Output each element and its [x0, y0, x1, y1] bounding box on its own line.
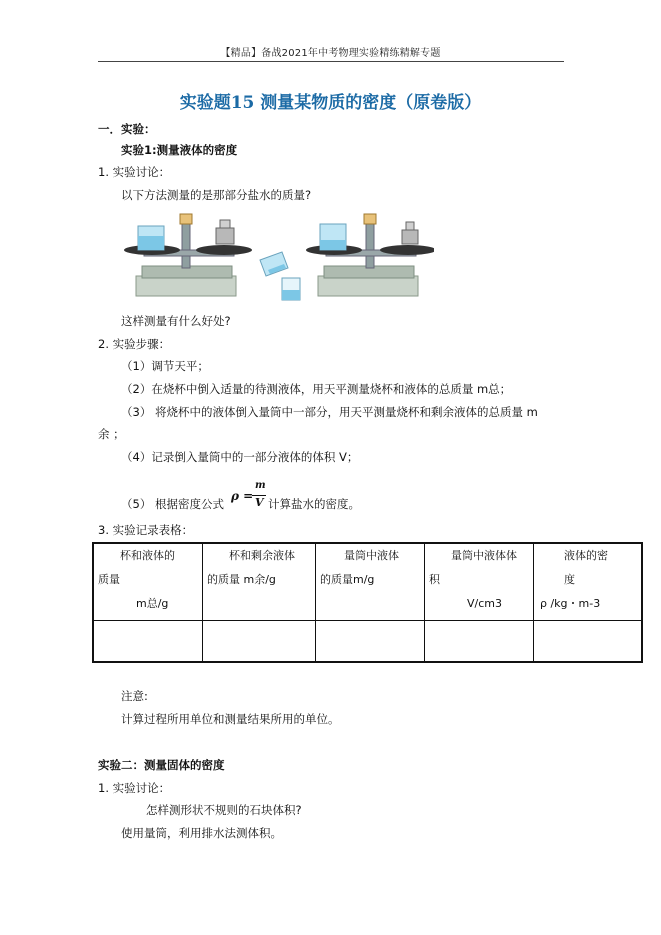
step-3-continued: 余 ； [98, 427, 125, 441]
table-cell [534, 621, 643, 663]
section2-question: 怎样测形状不规则的石块体积? [146, 803, 302, 817]
table-cell [425, 621, 534, 663]
header-cell: 杯和液体的 质量 m总/g [93, 543, 203, 621]
section-heading: 一．实验： [98, 122, 156, 136]
page-header: 【精品】备战2021年中考物理实验精练精解专题 [220, 48, 441, 59]
header-cell: 量筒中液体 的质量m/g [316, 543, 425, 621]
density-formula [231, 480, 271, 514]
item1-label: 1. 实验讨论： [98, 165, 171, 179]
step-5-prefix: （5） 根据密度公式 [121, 497, 224, 511]
header-rule [98, 61, 564, 62]
document-title: 实验题15 测量某物质的密度（原卷版） [179, 93, 482, 113]
table-cell [93, 621, 203, 663]
beaker-pour-icon [260, 252, 300, 300]
formula-rho: ρ = [231, 489, 254, 503]
sub-heading: 实验1:测量液体的密度 [121, 143, 238, 157]
balance-right-icon [306, 214, 434, 296]
note-label: 注意: [121, 689, 148, 703]
step-1: （1）调节天平； [121, 359, 209, 373]
header-cell: 杯和剩余液体 的质量 m余/g [203, 543, 316, 621]
table-cell [316, 621, 425, 663]
item1-followup: 这样测量有什么好处? [121, 314, 231, 328]
header-cell: 液体的密 度 ρ /kg・m-3 [534, 543, 643, 621]
item3-label: 3. 实验记录表格： [98, 523, 194, 537]
table-header-row [93, 543, 642, 621]
balance-left-icon [124, 214, 252, 296]
note-text: 计算过程所用单位和测量结果所用的单位。 [121, 712, 340, 726]
header-cell: 量筒中液体体 积 V/cm3 [425, 543, 534, 621]
balance-illustration [122, 210, 434, 302]
step-4: （4）记录倒入量筒中的一部分液体的体积 V； [121, 450, 359, 464]
formula-numerator: m [255, 480, 266, 491]
record-table [92, 542, 643, 663]
step-3: （3） 将烧杯中的液体倒入量筒中一部分，用天平测量烧杯和剩余液体的总质量 m [121, 405, 538, 419]
step-2: （2）在烧杯中倒入适量的待测液体，用天平测量烧杯和液体的总质量 m总； [121, 382, 512, 396]
item2-label: 2. 实验步骤： [98, 337, 171, 351]
section2-heading: 实验二：测量固体的密度 [98, 758, 225, 772]
step-5-suffix: 计算盐水的密度。 [268, 497, 360, 511]
table-cell [203, 621, 316, 663]
item1-question: 以下方法测量的是那部分盐水的质量? [121, 188, 312, 202]
table-row [93, 621, 642, 663]
section2-answer: 使用量筒，利用排水法测体积。 [121, 826, 282, 840]
formula-denominator: V [255, 496, 264, 509]
section2-item1-label: 1. 实验讨论： [98, 781, 171, 795]
